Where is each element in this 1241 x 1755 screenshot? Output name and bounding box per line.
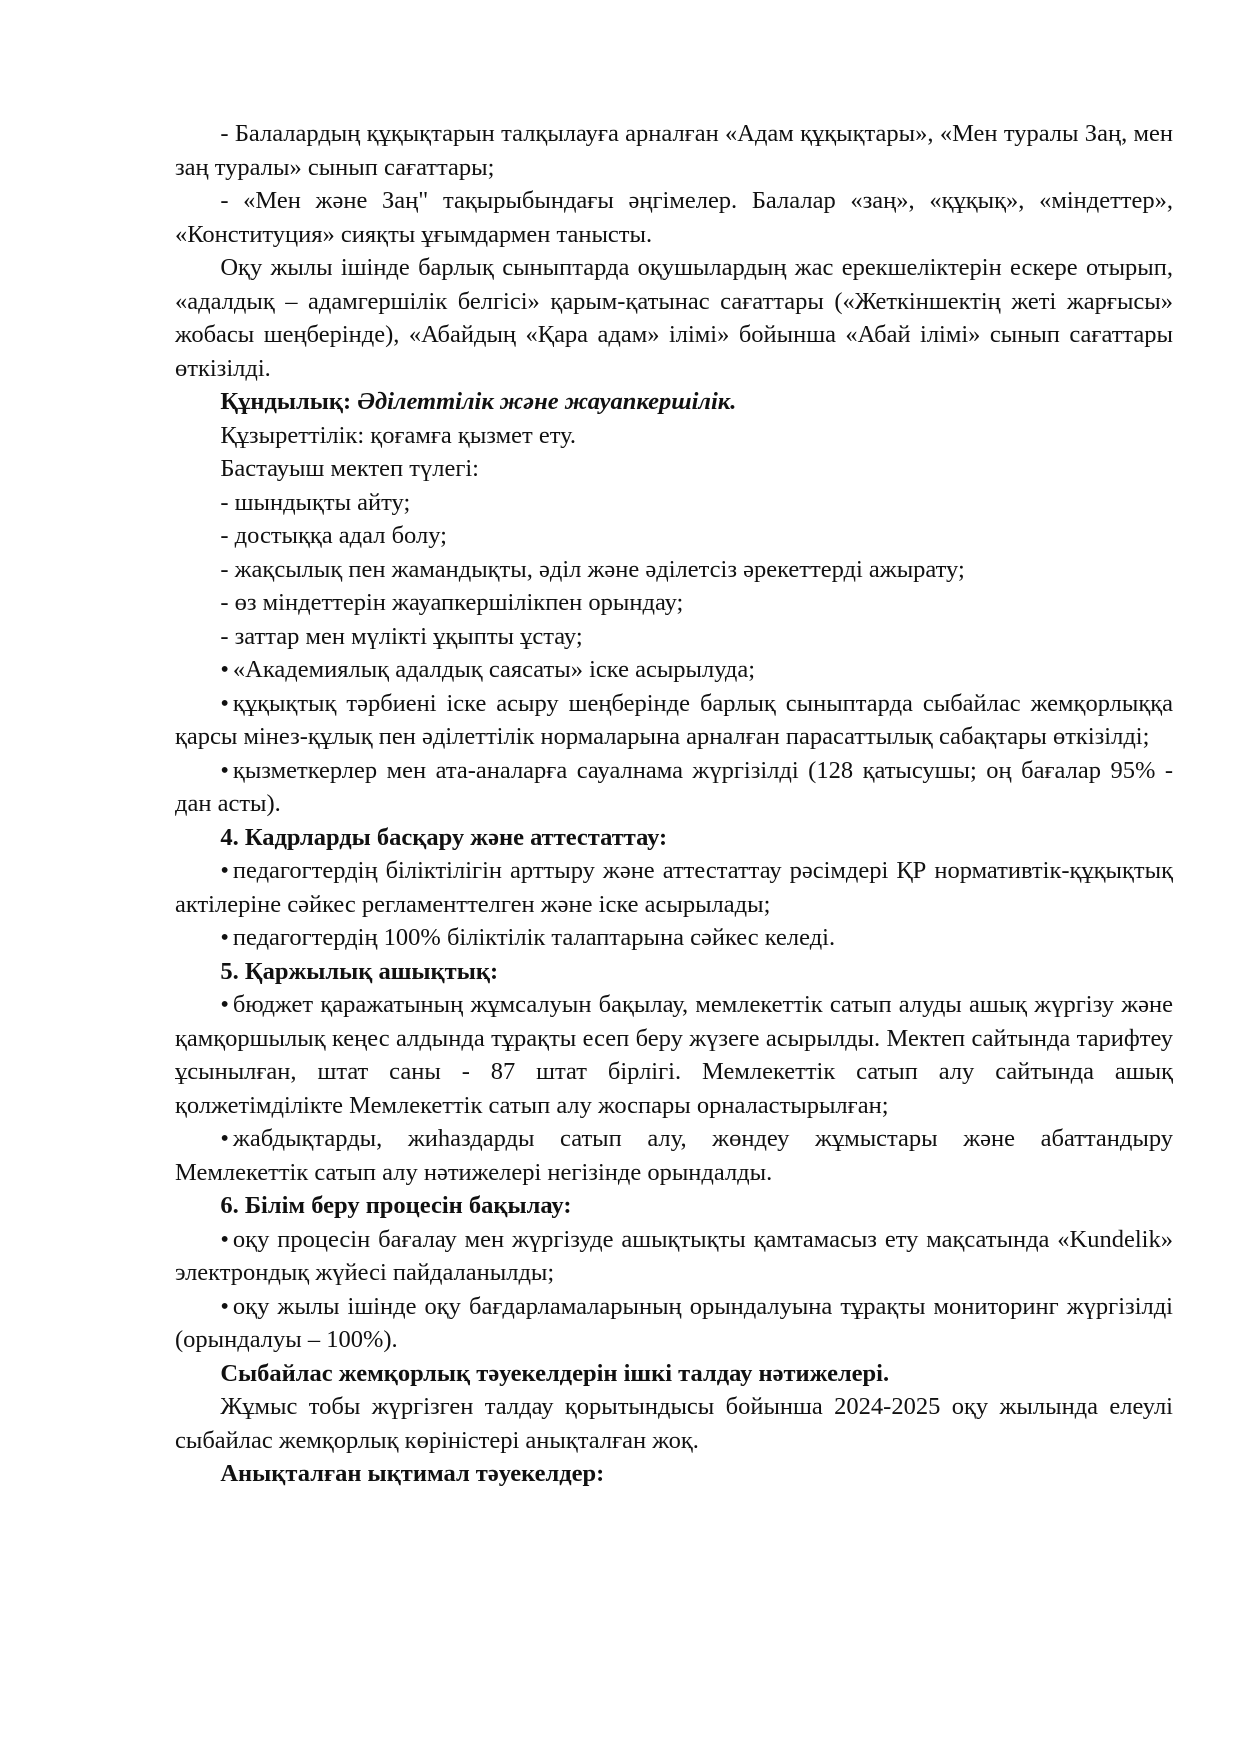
list-item-text: - өз міндеттерін жауапкершілікпен орындау; bbox=[220, 589, 684, 616]
paragraph-me-and-law bbox=[175, 184, 1173, 251]
list-item-friendship bbox=[175, 519, 1173, 553]
heading-text: 5. Қаржылық ашықтық: bbox=[220, 957, 499, 985]
value-text: Әділеттілік және жауапкершілік. bbox=[357, 388, 737, 415]
list-item-truth bbox=[175, 486, 1173, 520]
paragraph-text: Жұмыс тобы жүргізген талдау қорытындысы бойынша 2024-2025 оқу жылында елеулі сыбайлас жемқорлық көріністері анықталған жоқ. bbox=[175, 1393, 1173, 1454]
bullet-teachers-100 bbox=[175, 921, 1173, 955]
bullet-text: оқу жылы ішінде оқу бағдарламаларының орындалуына тұрақты мониторинг жүргізілді (орындалуы – 100%). bbox=[175, 1292, 1173, 1353]
list-item-duties bbox=[175, 586, 1173, 620]
paragraph-graduate bbox=[175, 452, 1173, 486]
paragraph-text: Оқу жылы ішінде барлық сыныптарда оқушылардың жас ерекшеліктерін ескере отырып, «адалдық – адамгершілік белгісі» қарым-қатынас сағаттары («Жеткіншектің жеті жарғысы» жобасы шеңберінде), «Абайдың «Қара адам» ілімі» бойынша «Абай ілімі» сынып сағаттары өткізілді. bbox=[175, 254, 1173, 382]
heading-text: Анықталған ықтимал тәуекелдер: bbox=[220, 1460, 605, 1487]
paragraph-analysis-result bbox=[175, 1390, 1173, 1457]
paragraph-text: - «Мен және Заң" тақырыбындағы әңгімелер. Балалар «заң», «құқық», «міндеттер», «Конституция» сияқты ұғымдармен танысты. bbox=[175, 187, 1173, 248]
bullet-text: «Академиялық адалдық саясаты» іске асырылуда; bbox=[232, 656, 756, 683]
list-item-good-bad bbox=[175, 553, 1173, 587]
list-item-text: - жақсылық пен жамандықты, әділ және әділетсіз әрекеттерді ажырату; bbox=[220, 555, 965, 583]
section-heading-identified-risks bbox=[175, 1457, 1173, 1491]
list-item-property bbox=[175, 620, 1173, 654]
section-heading-risk-analysis bbox=[175, 1357, 1173, 1391]
paragraph-value-heading bbox=[175, 385, 1173, 419]
bullet-qualification bbox=[175, 854, 1173, 921]
bullet-text: педагогтердің біліктілігін арттыру және аттестаттау рәсімдері ҚР нормативтік-құқықтық актілеріне сәйкес регламенттелген және іске асырылады; bbox=[175, 857, 1173, 918]
bullet-text: оқу процесін бағалау мен жүргізуде ашықтықты қамтамасыз ету мақсатында «Kundelik» электрондық жүйесі пайдаланылды; bbox=[175, 1225, 1173, 1286]
list-item-text: - заттар мен мүлікті ұқыпты ұстау; bbox=[220, 622, 583, 650]
section-heading-finance bbox=[175, 955, 1173, 989]
heading-text: 6. Білім беру процесін бақылау: bbox=[220, 1192, 572, 1219]
heading-text: 4. Кадрларды басқару және аттестаттау: bbox=[220, 823, 668, 851]
bullet-text: қызметкерлер мен ата-аналарға сауалнама жүргізілді (128 қатысушы; оң бағалар 95% - дан асты). bbox=[175, 756, 1173, 817]
section-heading-hr bbox=[175, 821, 1173, 855]
value-lead: Құндылық: bbox=[220, 388, 358, 415]
paragraph-school-year-hours bbox=[175, 251, 1173, 385]
bullet-kundelik bbox=[175, 1223, 1173, 1290]
paragraph-text: Бастауыш мектеп түлегі: bbox=[220, 455, 479, 482]
bullet-text: педагогтердің 100% біліктілік талаптарына сәйкес келеді. bbox=[232, 924, 836, 951]
bullet-academic-honesty bbox=[175, 653, 1173, 687]
bullet-equipment bbox=[175, 1122, 1173, 1189]
bullet-text: жабдықтарды, жиһаздарды сатып алу, жөндеу жұмыстары және абаттандыру Мемлекеттік сатып алу нәтижелері негізінде орындалды. bbox=[175, 1125, 1173, 1186]
bullet-text: құқықтық тәрбиені іске асыру шеңберінде барлық сыныптарда сыбайлас жемқорлыққа қарсы мінез-құлық пен әділеттілік нормаларына арналған парасаттылық сабақтары өткізілді; bbox=[175, 689, 1173, 750]
paragraph-competence bbox=[175, 419, 1173, 453]
list-item-text: - достыққа адал болу; bbox=[220, 522, 447, 549]
bullet-survey bbox=[175, 754, 1173, 821]
paragraph-text: Құзыреттілік: қоғамға қызмет ету. bbox=[220, 421, 577, 449]
document-body bbox=[175, 117, 1173, 1491]
bullet-legal-education bbox=[175, 687, 1173, 754]
bullet-budget bbox=[175, 988, 1173, 1122]
bullet-text: бюджет қаражатының жұмсалуын бақылау, мемлекеттік сатып алуды ашық жүргізу және қамқоршылық кеңес алдында тұрақты есеп беру жүзеге асырылды. Мектеп сайтында тарифтеу ұсынылған, штат саны - 87 штат бірлігі. Мемлекеттік сатып алу сайтында ашық қолжетімділікте Мемлекеттік сатып алу жоспары орналастырылған; bbox=[175, 991, 1173, 1119]
paragraph-rights-class-hours bbox=[175, 117, 1173, 184]
section-heading-education-control bbox=[175, 1189, 1173, 1223]
paragraph-text: - Балалардың құқықтарын талқылауға арналған «Адам құқықтары», «Мен туралы Заң, мен заң туралы» сынып сағаттары; bbox=[175, 120, 1173, 181]
heading-text: Сыбайлас жемқорлық тәуекелдерін ішкі талдау нәтижелері. bbox=[220, 1359, 890, 1387]
bullet-monitoring bbox=[175, 1290, 1173, 1357]
list-item-text: - шындықты айту; bbox=[220, 488, 411, 516]
